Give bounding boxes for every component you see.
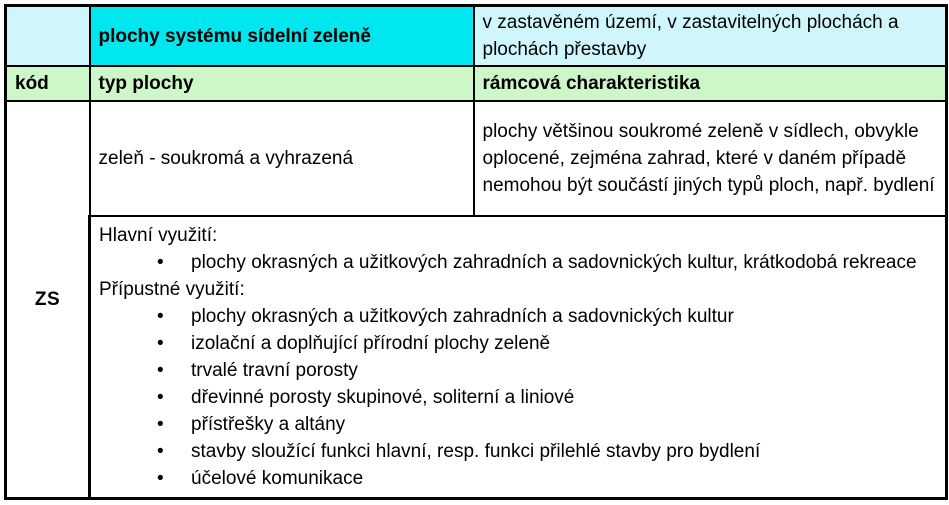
zone-code: ZS	[6, 101, 90, 499]
main-use-label: Hlavní využití:	[99, 225, 218, 246]
table-subtitle: v zastavěném území, v zastavitelných plochách a plochách přestavby	[474, 6, 947, 67]
permitted-use-item: • stavby sloužící funkci hlavní, resp. funkci přilehlé stavby pro bydlení	[99, 438, 937, 465]
column-header-row	[6, 66, 947, 101]
zone-characteristic: plochy většinou soukromé zeleně v sídlech, obvykle oplocené, zejména zahrad, které v daném případě nemohou být součástí jiných typů ploch, např. bydlení	[474, 101, 947, 216]
permitted-use-label: Přípustné využití:	[99, 279, 245, 300]
column-header-characteristic: rámcová charakteristika	[474, 66, 947, 101]
data-row	[6, 101, 947, 216]
column-header-code: kód	[6, 66, 90, 101]
corner-cell	[6, 6, 90, 67]
zone-type: zeleň - soukromá a vyhrazená	[90, 101, 474, 216]
zoning-table	[4, 4, 948, 500]
title-row	[6, 6, 947, 67]
usage-row	[6, 216, 947, 499]
table-title: plochy systému sídelní zeleně	[90, 6, 474, 67]
permitted-use-item: • přístřešky a altány	[99, 411, 937, 438]
permitted-use-item: • dřevinné porosty skupinové, soliterní a liniové	[99, 384, 937, 411]
permitted-use-item: • izolační a doplňující přírodní plochy zeleně	[99, 330, 937, 357]
permitted-use-item: • plochy okrasných a užitkových zahradních a sadovnických kultur	[99, 303, 937, 330]
permitted-use-item: • účelové komunikace	[99, 465, 937, 492]
permitted-use-item: • trvalé travní porosty	[99, 357, 937, 384]
column-header-type: typ plochy	[90, 66, 474, 101]
main-use-item: • plochy okrasných a užitkových zahradních a sadovnických kultur, krátkodobá rekreace	[99, 249, 937, 276]
usage-cell	[90, 216, 947, 499]
